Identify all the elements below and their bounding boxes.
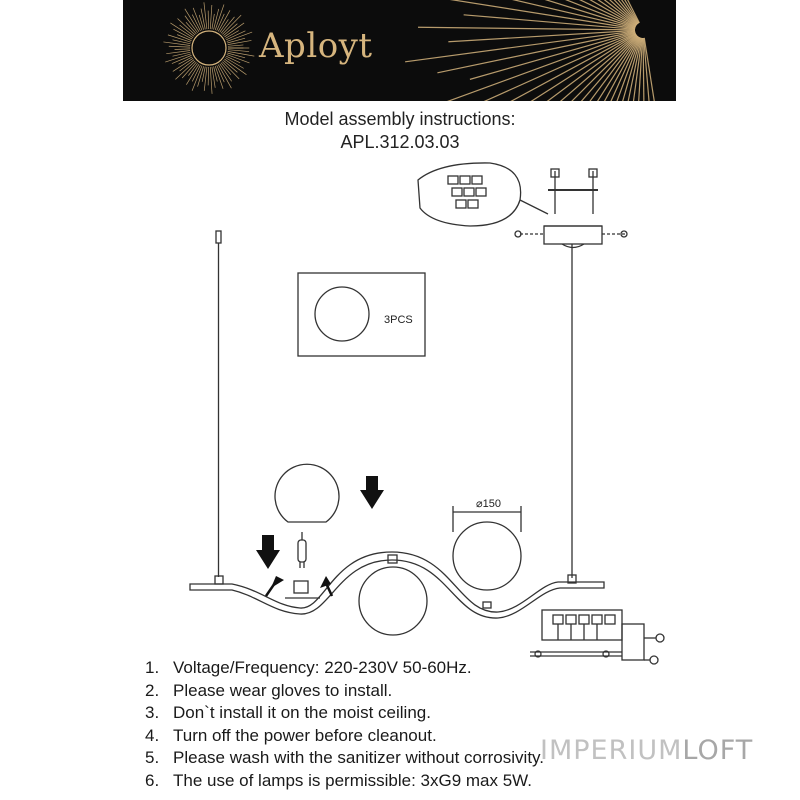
instruction-item: 1. Voltage/Frequency: 220-230V 50-60Hz. [145,658,472,677]
brand-logo-text: Aployt [259,26,373,66]
g9-bulb-icon [285,532,320,598]
instruction-item: 4. Turn off the power before cleanout. [145,725,437,745]
glass-shade-right [453,506,521,608]
wiring-diagram-icon [530,610,664,664]
terminal-block-detail [418,163,548,226]
glass-shade-detached [275,464,339,522]
down-arrow-icon [360,476,384,509]
watermark: IMPERIUMLOFT [540,735,754,766]
ceiling-canopy [515,169,627,248]
down-arrow-icon-2 [256,535,280,569]
instruction-item: 2. Please wear gloves to install. [145,680,393,700]
glass-shade-middle [359,567,427,635]
shade-diameter-label: ⌀150 [476,498,501,510]
instruction-item: 6. The use of lamps is permissible: 3xG9 max 5W. [145,770,533,790]
model-number: APL.312.03.03 [340,132,460,152]
document-title: Model assembly instructions: [284,109,516,129]
left-suspension-cable [216,231,221,577]
instructions-list [145,657,544,792]
instruction-item: 5. Please wash with the sanitizer without corrosivity. [145,748,545,767]
instruction-item: 3. Don`t install it on the moist ceiling. [145,703,431,722]
shade-quantity-label: 3PCS [384,314,413,326]
